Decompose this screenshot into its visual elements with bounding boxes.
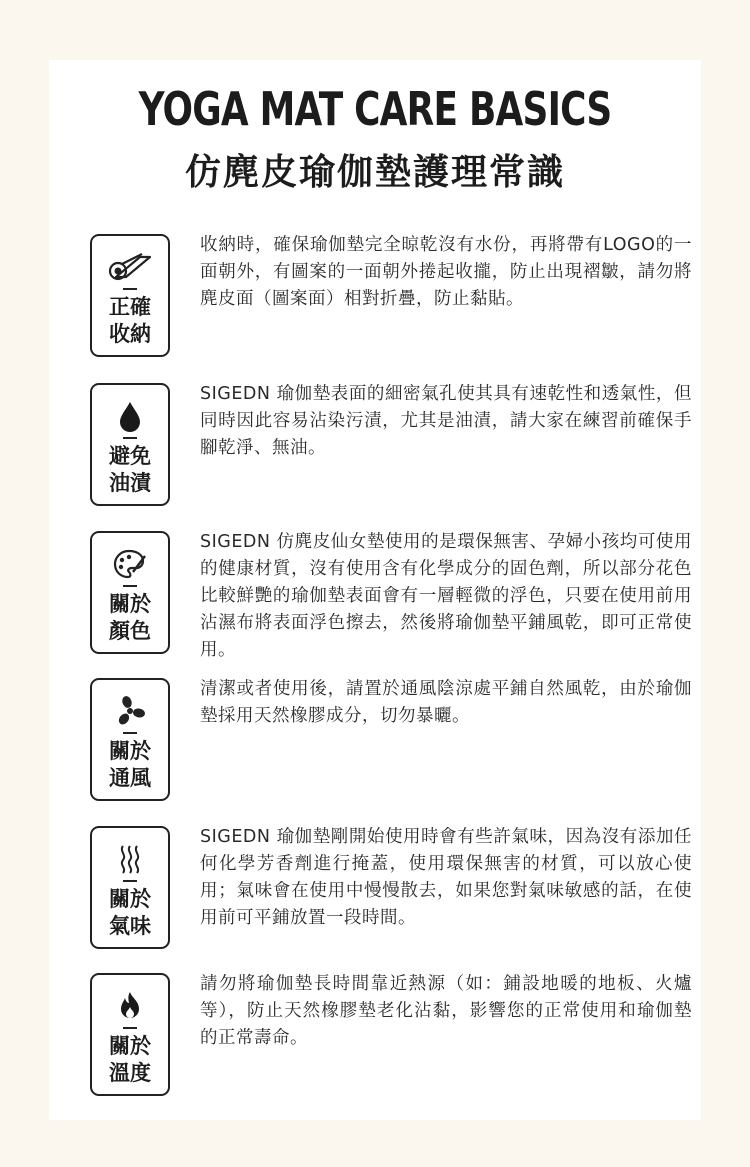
badge-divider (123, 437, 137, 439)
badge-ventilation (90, 678, 170, 801)
badge-divider (123, 732, 137, 734)
care-text-ventilation: 清潔或者使用後，請置於通風陰涼處平鋪自然風乾，由於瑜伽墊採用天然橡膠成分，切勿暴曬。 (200, 679, 692, 726)
badge-odor (90, 826, 170, 949)
title-english: YOGA MAT CARE BASICS (138, 82, 612, 136)
fan-icon (92, 694, 168, 728)
rolled-mat-icon (92, 250, 168, 284)
badge-oil (90, 383, 170, 506)
badge-label: 關於 氣味 (109, 887, 151, 938)
badge-label: 關於 溫度 (109, 1034, 151, 1085)
title-chinese: 仿麂皮瑜伽墊護理常識 (184, 152, 565, 193)
palette-icon (92, 547, 168, 581)
badge-storage (90, 234, 170, 357)
care-text-color: SIGEDN 仿麂皮仙女墊使用的是環保無害、孕婦小孩均可使用的健康材質，沒有使用含有化學成分的固色劑，所以部分花色比較鮮艷的瑜伽墊表面會有一層輕微的浮色，只要在使用前用沾濕布將表面浮色擦去，然後將瑜伽墊平鋪風乾，即可正常使用。 (200, 532, 692, 660)
oil-drop-icon (92, 399, 168, 433)
care-text-oil: SIGEDN 瑜伽墊表面的細密氣孔使其具有速乾性和透氣性，但同時因此容易沾染污漬，尤其是油漬，請大家在練習前確保手腳乾淨、無油。 (200, 384, 692, 458)
badge-divider (123, 880, 137, 882)
badge-label: 避免 油漬 (109, 444, 151, 495)
odor-waves-icon (92, 842, 168, 876)
flame-icon (92, 989, 168, 1023)
care-text-storage: 收納時，確保瑜伽墊完全晾乾沒有水份，再將帶有LOGO的一面朝外，有圖案的一面朝外捲起收攏，防止出現褶皺，請勿將麂皮面（圖案面）相對折疊，防止黏貼。 (200, 235, 692, 309)
care-text-odor: SIGEDN 瑜伽墊剛開始使用時會有些許氣味，因為沒有添加任何化學芳香劑進行掩蓋，使用環保無害的材質，可以放心使用；氣味會在使用中慢慢散去，如果您對氣味敏感的話，在使用前可平鋪放置一段時間。 (200, 827, 692, 928)
badge-divider (123, 288, 137, 290)
badge-label: 關於 顏色 (109, 592, 151, 643)
care-text-temperature: 請勿將瑜伽墊長時間靠近熱源（如：鋪設地暖的地板、火爐等），防止天然橡膠墊老化沾黏，影響您的正常使用和瑜伽墊的正常壽命。 (200, 974, 692, 1048)
badge-divider (123, 585, 137, 587)
badge-temperature (90, 973, 170, 1096)
badge-divider (123, 1027, 137, 1029)
badge-label: 正確 收納 (109, 295, 151, 346)
badge-label: 關於 通風 (109, 739, 151, 790)
badge-color (90, 531, 170, 654)
